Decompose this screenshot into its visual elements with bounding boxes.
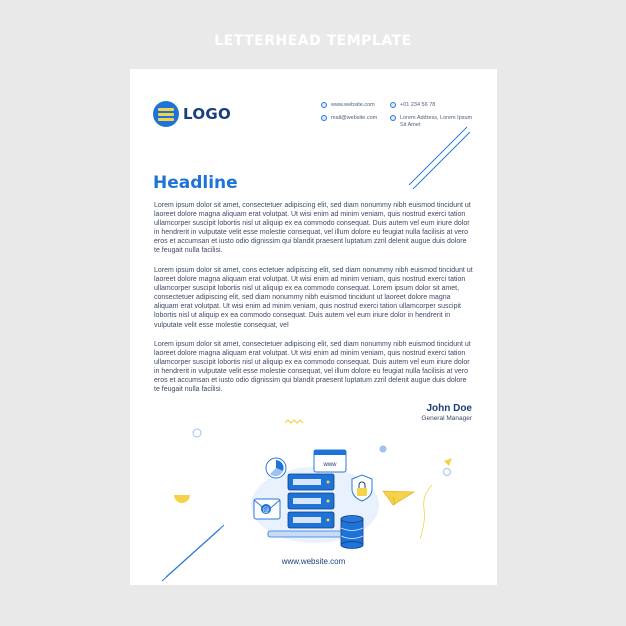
signature-title: General Manager — [421, 415, 472, 422]
browser-label: www — [323, 462, 337, 468]
body-paragraph-2: Lorem ipsum dolor sit amet, cons ectetuer adipiscing elit, sed diam nonummy nibh euismod tincidunt ut laoreet dolore magna aliquam erat volutpat. Ut wisi enim ad minim veniam, quis nostrud exerci tation ullamcorper suscipit lobortis nisl ut aliquip ex ea commodo consequat. Lorem ipsum dolor sit amet, consectetuer adipiscing elit, sed diam nonummy nibh euismod tincidunt ut laoreet dolore magna aliquam erat volutpat. Ut wisi enim ad minim veniam, quis nostrud exerci tation ullamcorper suscipit lobortis nisl ut aliquip ex ea commodo consequat. Duis autem vel eum iriure dolor in hendrerit in vulputate velit esse molestie consequat, vel — [154, 267, 473, 329]
diagonal-line — [409, 127, 467, 185]
half-circle-decoration — [174, 495, 190, 503]
triangle-decoration — [444, 458, 452, 466]
contact-phone-text: +01 234 56 78 — [400, 102, 436, 108]
browser-window-icon — [314, 450, 346, 472]
contact-address — [390, 115, 472, 128]
signature-name: John Doe — [426, 403, 472, 414]
phone-icon — [390, 102, 396, 108]
contact-email — [321, 115, 377, 122]
server-icon — [288, 474, 334, 528]
contact-phone — [390, 102, 435, 109]
dot-decoration — [380, 446, 387, 453]
logo-icon — [153, 101, 179, 127]
paper-plane-icon — [383, 491, 414, 505]
ring-decoration — [444, 469, 451, 476]
ring-decoration — [193, 429, 201, 437]
contact-website — [321, 102, 375, 109]
logo-text: LOGO — [183, 105, 232, 123]
footer-website[interactable]: www.website.com — [281, 557, 346, 566]
zigzag-decoration — [285, 420, 303, 423]
page-title: LETTERHEAD TEMPLATE — [214, 33, 412, 49]
contact-website-text: www.website.com — [331, 102, 375, 108]
body-paragraph-1: Lorem ipsum dolor sit amet, consectetuer adipiscing elit, sed diam nonummy nibh euismod tincidunt ut laoreet dolore magna aliquam erat volutpat. Ut wisi enim ad minim veniam, quis nostrud exerci tation ullamcorper suscipit lobortis nisl ut aliquip ex ea commodo consequat. Duis autem vel eum iriure dolor in hendrerit in vulputate velit esse molestie consequat, vel illum dolore eu feugiat nulla facilisis at vero eros et accumsan et iusto odio dignissim qui blandit praesent luptatum zzril delenit augue duis dolore te feugait nulla facilisi. — [154, 202, 471, 255]
body-paragraph-3: Lorem ipsum dolor sit amet, consectetuer adipiscing elit, sed diam nonummy nibh euismod tincidunt ut laoreet dolore magna aliquam erat volutpat. Ut wisi enim ad minim veniam, quis nostrud exerci tation ullamcorper suscipit lobortis nisl ut aliquip ex ea commodo consequat. Duis autem vel eum iriure dolor in hendrerit in vulputate velit esse molestie consequat, vel illum dolore eu feugiat nulla facilisis at vero eros et accumsan et iusto odio dignissim qui blandit praesent luptatum zzril delenit augue duis dolore te feugait nulla facilisi. — [154, 341, 471, 394]
email-icon — [254, 499, 280, 519]
diagonal-line — [413, 132, 470, 189]
mail-icon — [321, 115, 327, 121]
chart-icon — [266, 458, 286, 478]
database-icon — [341, 516, 363, 549]
contact-email-text: mail@website.com — [331, 115, 378, 121]
lock-icon — [352, 475, 372, 501]
company-logo — [153, 101, 231, 127]
svg-text:@: @ — [262, 506, 270, 514]
wavy-line-decoration — [420, 485, 432, 539]
headline: Headline — [153, 173, 238, 193]
signature-block — [421, 403, 472, 423]
contact-address-line2: Sit Amet — [400, 121, 421, 128]
globe-icon — [321, 102, 327, 108]
diagonal-line — [162, 529, 220, 581]
letterhead-paper — [130, 69, 497, 585]
location-icon — [390, 115, 396, 121]
contact-address-line1: Lorem Address, Lorem Ipsum — [400, 115, 473, 121]
